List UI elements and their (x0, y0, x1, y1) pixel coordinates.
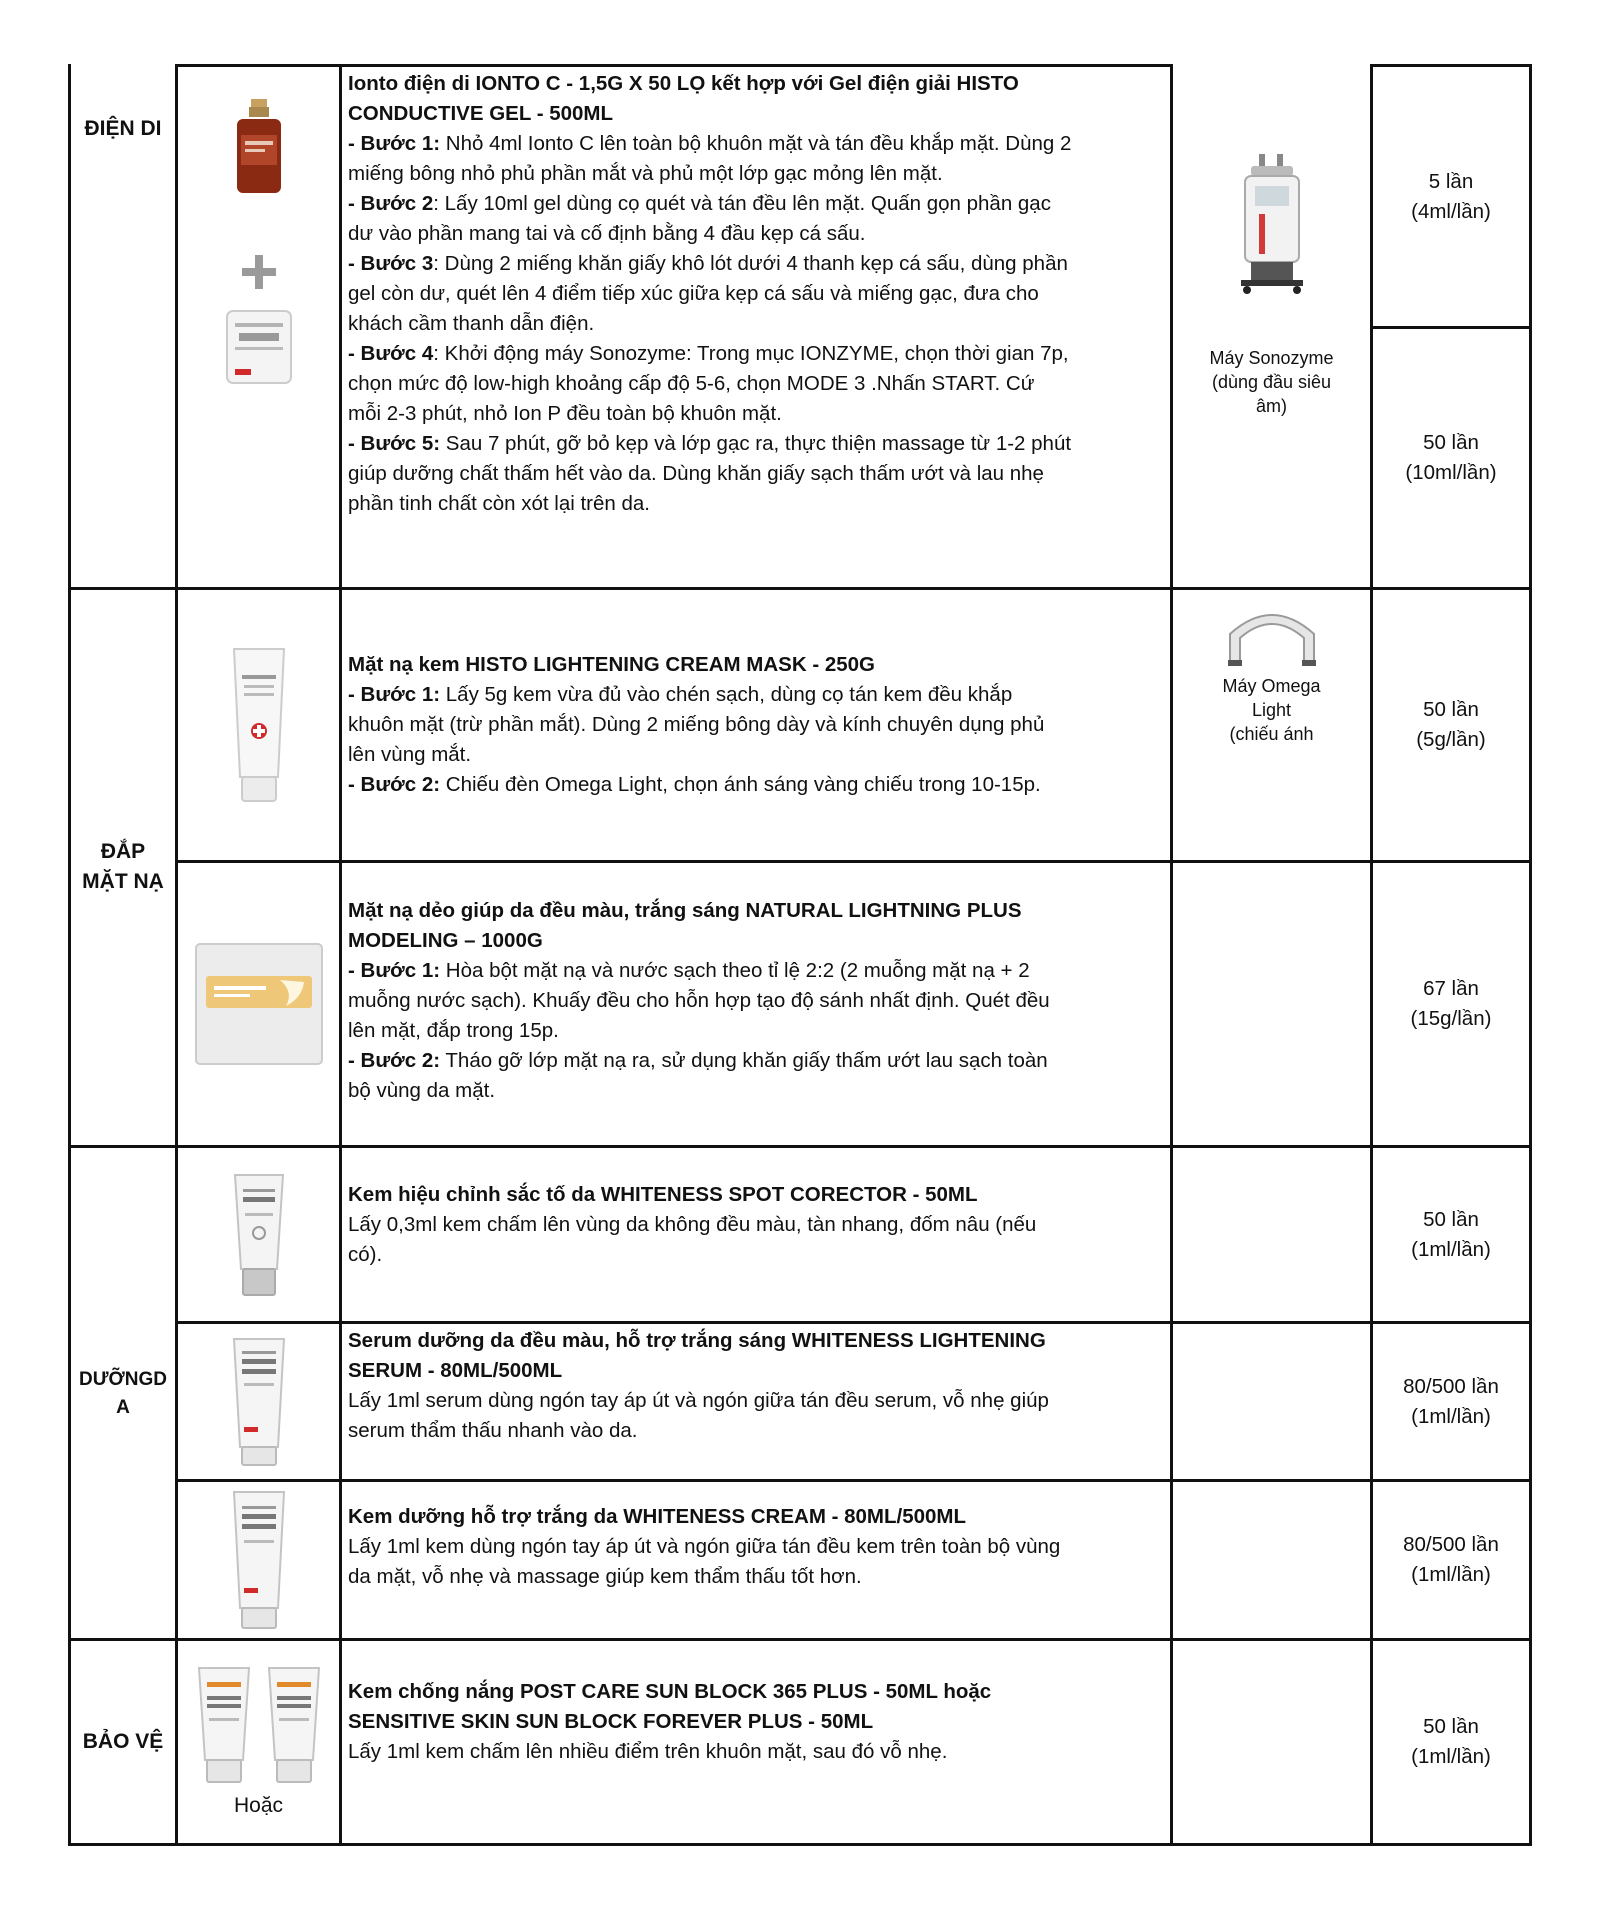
step-label: - Bước 5: (348, 432, 441, 455)
product-title: CONDUCTIVE GEL - 500ML (348, 102, 614, 125)
quantity-value: 50 lần (1423, 1715, 1479, 1738)
plus-icon (242, 255, 276, 289)
table-border-right (1529, 64, 1532, 1846)
quantity-dose: (15g/lần) (1410, 1007, 1492, 1030)
product-title: Serum dưỡng da đều màu, hỗ trợ trắng sáng WHITENESS LIGHTENING (348, 1329, 1046, 1352)
body-line: Lấy 1ml serum dùng ngón tay áp út và ngón giữa tán đều serum, vỗ nhẹ giúp (348, 1389, 1049, 1412)
machine-label-line: Máy Omega (1222, 676, 1321, 696)
table-border-left (68, 64, 71, 1846)
machine-label-line: (dùng đầu siêu (1211, 372, 1332, 392)
sunblock-forever-tube-icon (265, 1666, 323, 1784)
quantity-dose: (1ml/lần) (1411, 1563, 1491, 1586)
quantity-spot-corrector (1373, 1148, 1529, 1321)
quantity-conductive-gel (1373, 329, 1529, 587)
step-line: - Bước 2: Tháo gỡ lớp mặt nạ ra, sử dụng khăn giấy thấm ướt lau sạch toàn (348, 1049, 1048, 1072)
step-line: - Bước 3: Dùng 2 miếng khăn giấy khô lót dưới 4 thanh kẹp cá sấu, dùng phần (348, 252, 1068, 275)
product-image-cream-mask (178, 590, 339, 860)
quantity-dose: (10ml/lần) (1405, 461, 1497, 484)
quantity-dose: (4ml/lần) (1411, 199, 1491, 223)
description-ionto (342, 67, 1170, 587)
product-images-sunblock (178, 1641, 339, 1843)
section-label: ĐIỆN DI (84, 117, 162, 140)
step-label: - Bước 2: (348, 773, 441, 796)
step-line: - Bước 2: Chiếu đèn Omega Light, chọn ánh sáng vàng chiếu trong 10-15p. (348, 773, 1041, 796)
section-dien-di (71, 109, 175, 149)
whiteness-cream-tube-icon (230, 1490, 288, 1630)
section-label-line: MẶT NẠ (82, 870, 164, 893)
step-label: - Bước 1: (348, 683, 441, 706)
product-title: Mặt nạ kem HISTO LIGHTENING CREAM MASK - 250G (348, 653, 876, 676)
step-line: - Bước 1: Nhỏ 4ml Ionto C lên toàn bộ khuôn mặt và tán đều khắp mặt. Dùng 2 (348, 132, 1072, 155)
gel-jar-icon (225, 309, 293, 385)
description-serum (342, 1324, 1170, 1479)
step-label: - Bước 2 (348, 192, 434, 215)
description-sunblock (342, 1675, 1170, 1843)
table-row-divider (175, 860, 1532, 863)
product-title: Kem hiệu chỉnh sắc tố da WHITENESS SPOT CORECTOR - 50ML (348, 1183, 978, 1206)
body-line: Lấy 1ml kem dùng ngón tay áp út và ngón giữa tán đều kem trên toàn bộ vùng (348, 1535, 1061, 1558)
product-title: SENSITIVE SKIN SUN BLOCK FOREVER PLUS - 50ML (348, 1710, 874, 1733)
body-line: serum thẩm thấu nhanh vào da. (348, 1419, 638, 1442)
section-bao-ve (71, 1641, 175, 1843)
step-line: - Bước 1: Lấy 5g kem vừa đủ vào chén sạch, dùng cọ tán kem đều khắp (348, 683, 1013, 706)
step-line: - Bước 2: Lấy 10ml gel dùng cọ quét và tán đều lên mặt. Quấn gọn phần gạc (348, 192, 1051, 215)
quantity-serum (1373, 1324, 1529, 1479)
treatment-table (68, 64, 1532, 1846)
table-row-divider (175, 1479, 1532, 1482)
step-line: phần tinh chất còn xót lại trên da. (348, 492, 651, 515)
quantity-whiteness-cream (1373, 1482, 1529, 1638)
body-line: có). (348, 1243, 383, 1266)
quantity-dose: (1ml/lần) (1411, 1237, 1491, 1261)
step-label: - Bước 1: (348, 132, 441, 155)
product-images-ionto (178, 67, 339, 587)
modeling-mask-pouch-icon (194, 942, 324, 1066)
description-modeling-mask (342, 894, 1170, 1145)
quantity-value: 50 lần (1423, 431, 1479, 454)
product-title: Kem dưỡng hỗ trợ trắng da WHITENESS CREAM - 80ML/500ML (348, 1505, 967, 1528)
product-image-serum (178, 1324, 339, 1479)
step-line: - Bước 4: Khởi động máy Sonozyme: Trong mục IONZYME, chọn thời gian 7p, (348, 342, 1069, 365)
quantity-cream-mask (1373, 590, 1529, 860)
step-line: mỗi 2-3 phút, nhỏ Ion P đều toàn bộ khuôn mặt. (348, 402, 782, 425)
product-title: Mặt nạ dẻo giúp da đều màu, trắng sáng NATURAL LIGHTNING PLUS (348, 899, 1022, 922)
step-label: - Bước 2: (348, 1049, 441, 1072)
description-spot-corrector (342, 1178, 1170, 1321)
section-label-line: A (116, 1397, 130, 1418)
product-title: Ionto điện di IONTO C - 1,5G X 50 LỌ kết hợp với Gel điện giải HISTO (348, 72, 1019, 95)
sonozyme-machine-icon (1237, 154, 1307, 294)
quantity-dose: (1ml/lần) (1411, 1745, 1491, 1768)
body-line: Lấy 1ml kem chấm lên nhiều điểm trên khuôn mặt, sau đó vỗ nhẹ. (348, 1740, 948, 1763)
quantity-value: 50 lần (1423, 1207, 1479, 1231)
machine-label-line: Máy Sonozyme (1209, 348, 1334, 368)
quantity-dose: (5g/lần) (1416, 728, 1486, 751)
quantity-dose: (1ml/lần) (1411, 1404, 1491, 1428)
spot-corrector-tube-icon (231, 1173, 287, 1297)
table-border-bottom (68, 1843, 1532, 1846)
step-line: gel còn dư, quét lên 4 điểm tiếp xúc giữa kẹp cá sấu và miếng gạc, đưa cho (348, 282, 1039, 305)
quantity-value: 67 lần (1423, 977, 1479, 1000)
step-label: - Bước 3 (348, 252, 434, 275)
cream-mask-tube-icon (230, 645, 288, 805)
image-caption: Hoặc (233, 1794, 284, 1817)
quantity-value: 80/500 lần (1403, 1374, 1499, 1398)
step-line: khách cầm thanh dẫn điện. (348, 312, 595, 335)
sunblock-image-pair (195, 1666, 323, 1784)
omega-light-icon (1222, 604, 1322, 666)
product-title: SERUM - 80ML/500ML (348, 1359, 563, 1382)
step-line: giúp dưỡng chất thấm hết vào da. Dùng khăn giấy sạch thấm ướt và lau nhẹ (348, 462, 1044, 485)
product-title: MODELING – 1000G (348, 929, 543, 952)
machine-sonozyme (1173, 154, 1370, 494)
step-line: lên vùng mắt. (348, 743, 472, 766)
quantity-value: 5 lần (1428, 169, 1474, 193)
quantity-value: 50 lần (1423, 698, 1479, 721)
section-dap-mat-na (71, 834, 175, 900)
product-image-whiteness-cream (178, 1482, 339, 1638)
body-line: Lấy 0,3ml kem chấm lên vùng da không đều màu, tàn nhang, đốm nâu (nếu (348, 1213, 1037, 1236)
body-line: da mặt, vỗ nhẹ và massage giúp kem thẩm thấu tốt hơn. (348, 1565, 862, 1588)
step-line: bộ vùng da mặt. (348, 1079, 496, 1102)
step-line: chọn mức độ low-high khoảng cấp độ 5-6, chọn MODE 3 .Nhấn START. Cứ (348, 372, 1035, 395)
product-image-spot-corrector (178, 1148, 339, 1321)
quantity-sunblock (1373, 1641, 1529, 1843)
step-line: lên mặt, đắp trong 15p. (348, 1019, 559, 1042)
quantity-modeling-mask (1373, 863, 1529, 1145)
quantity-ionto-c (1373, 67, 1529, 326)
product-title: Kem chống nắng POST CARE SUN BLOCK 365 PLUS - 50ML hoặc (348, 1680, 992, 1703)
step-line: miếng bông nhỏ phủ phần mắt và phủ một lớp gạc mỏng lên mặt. (348, 162, 943, 185)
machine-label-line: Light (1251, 700, 1292, 720)
step-line: - Bước 5: Sau 7 phút, gỡ bỏ kẹp và lớp gạc ra, thực thiện massage từ 1-2 phút (348, 432, 1072, 455)
description-whiteness-cream (342, 1500, 1170, 1638)
serum-tube-icon (230, 1337, 288, 1467)
step-line: dư vào phần mang tai và cố định bằng 4 đầu kẹp cá sấu. (348, 222, 866, 245)
step-line: khuôn mặt (trừ phần mắt). Dùng 2 miếng bông dày và kính chuyên dụng phủ (348, 713, 1045, 736)
section-duong-da (71, 1364, 175, 1424)
step-label: - Bước 1: (348, 959, 441, 982)
section-label-line: DƯỠNGD (79, 1369, 167, 1390)
step-line: - Bước 1: Hòa bột mặt nạ và nước sạch theo tỉ lệ 2:2 (2 muỗng mặt nạ + 2 (348, 959, 1030, 982)
sunblock-365-tube-icon (195, 1666, 253, 1784)
product-image-modeling-mask (178, 863, 339, 1145)
quantity-value: 80/500 lần (1403, 1533, 1499, 1556)
description-cream-mask (342, 648, 1170, 860)
machine-label-line: (chiếu ánh (1229, 724, 1314, 744)
section-label-line: ĐẮP (100, 840, 146, 863)
vial-icon (233, 99, 285, 195)
machine-omega-light (1173, 604, 1370, 844)
section-label: BẢO VỆ (82, 1730, 164, 1753)
step-label: - Bước 4 (348, 342, 434, 365)
machine-label-line: âm) (1256, 396, 1287, 416)
step-line: muỗng nước sạch). Khuấy đều cho hỗn hợp tạo độ sánh nhất định. Quét đều (348, 989, 1050, 1012)
